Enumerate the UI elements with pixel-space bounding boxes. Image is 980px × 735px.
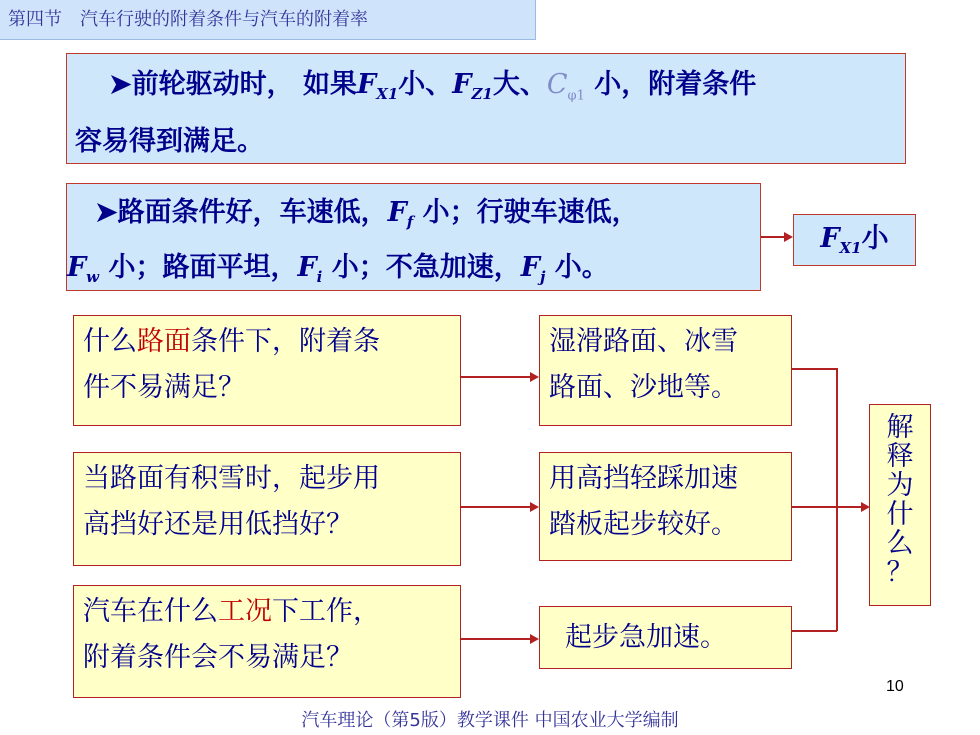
explain-why-box: 解 释 为 什 么 ？ xyxy=(869,404,931,606)
section-title: 汽车行驶的附着条件与汽车的附着率 xyxy=(80,9,368,30)
highlight-condition: 工况 xyxy=(218,596,272,627)
answer-road-condition: 湿滑路面、冰雪 路面、沙地等。 xyxy=(539,315,792,426)
arrowhead-q2 xyxy=(530,502,539,512)
footer-text: 汽车理论（第5版）教学课件 中国农业大学编制 xyxy=(301,710,679,731)
highlight-road: 路面 xyxy=(137,326,191,357)
arrow-line-q1 xyxy=(461,376,531,378)
front-drive-line1: ➤前轮驱动时， 如果$F_{X1}$小、$F_{Z1}$大、$C_{\varphi 1}$ 小，附着条件 xyxy=(109,69,757,104)
answer-working-condition: 起步急加速。 xyxy=(539,606,792,669)
c-phi-symbol: $C_{\varphi 1}$ xyxy=(546,69,585,104)
road-condition-line1: ➤路面条件好，车速低，$F_f$ 小；行驶车速低， xyxy=(95,197,639,231)
arrow-line-q3 xyxy=(461,638,531,640)
fx1-small-box: $F_{X1}$小 xyxy=(793,214,916,266)
arrowhead-q1 xyxy=(530,372,539,382)
arrowhead-q3 xyxy=(530,634,539,644)
front-drive-box xyxy=(66,53,906,164)
question-working-condition: 汽车在什么工况下工作， 附着条件会不易满足？ xyxy=(73,585,461,698)
arrow-line-q2 xyxy=(461,506,531,508)
page-number: 10 xyxy=(886,678,904,695)
question-road-condition: 什么路面条件下，附着条 件不易满足？ xyxy=(73,315,461,426)
question-snow-gear: 当路面有积雪时，起步用 高挡好还是用低挡好？ xyxy=(73,452,461,566)
connector-a1 xyxy=(792,368,837,370)
section-header xyxy=(0,0,536,40)
road-condition-box xyxy=(66,183,761,291)
front-drive-line2: 容易得到满足。 xyxy=(75,126,264,158)
arrow-line-fx1 xyxy=(761,236,785,238)
connector-a3 xyxy=(792,630,837,632)
connector-vertical xyxy=(836,368,838,631)
section-number: 第四节 xyxy=(8,9,62,30)
connector-a2 xyxy=(792,506,862,508)
arrowhead-fx1 xyxy=(784,232,793,242)
answer-snow-gear: 用高挡轻踩加速 踏板起步较好。 xyxy=(539,452,792,561)
road-condition-line2: $F_w$ 小；路面平坦，$F_i$ 小；不急加速，$F_j$ 小。 xyxy=(67,252,609,286)
